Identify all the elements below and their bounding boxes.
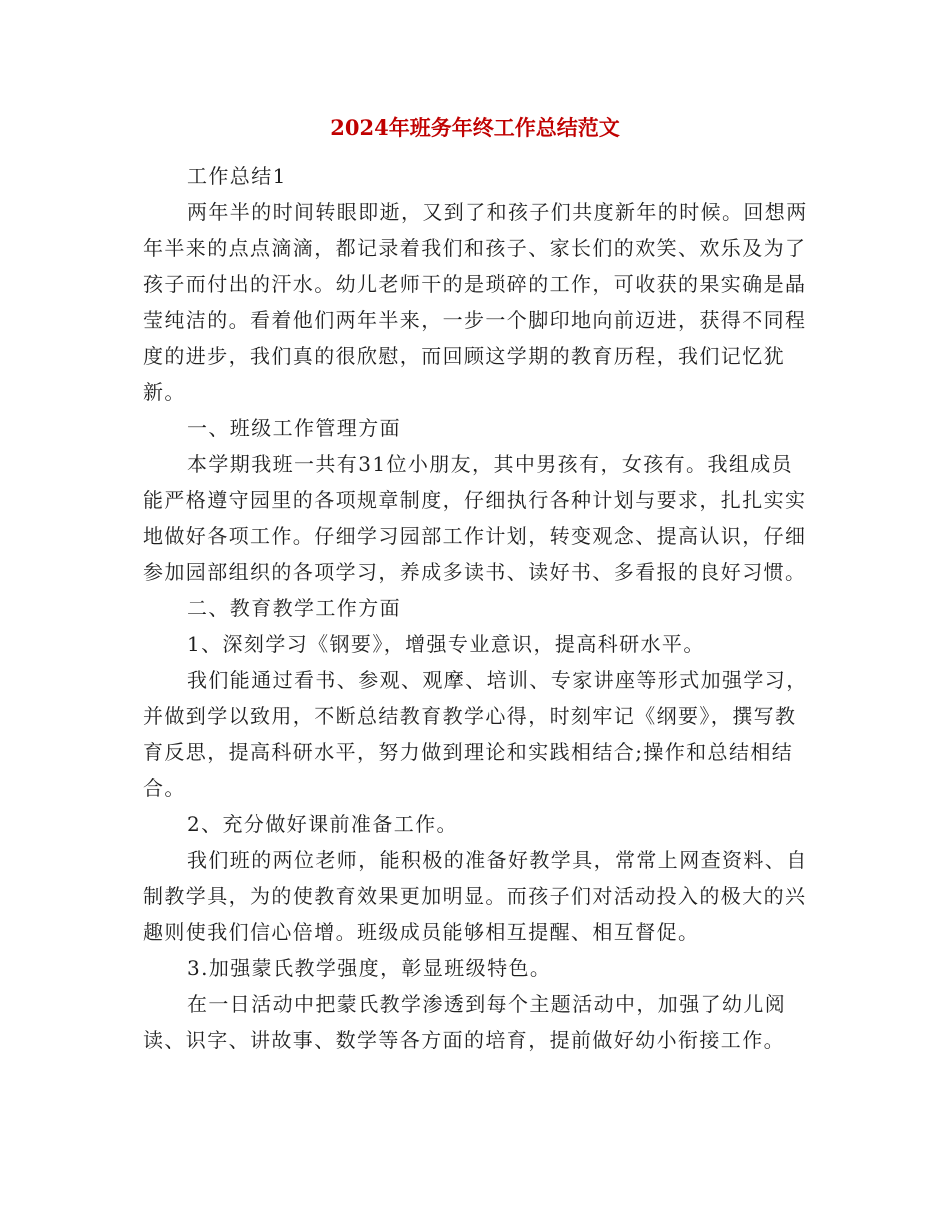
section-heading-class-management: 一、班级工作管理方面 (187, 416, 401, 440)
paragraph-montessori: 在一日活动中把蒙氏教学渗透到每个主题活动中，加强了幼儿阅读、识字、讲故事、数学等各方面的培育，提前做好幼小衔接工作。 (143, 992, 787, 1052)
paragraph-intro: 两年半的时间转眼即逝，又到了和孩子们共度新年的时候。回想两年半来的点点滴滴，都记录着我们和孩子、家长们的欢笑、欢乐及为了孩子而付出的汗水。幼儿老师干的是琐碎的工作，可收获的果实确是晶莹纯洁的。看着他们两年半来，一步一个脚印地向前迈进，获得不同程度的进步，我们真的很欣慰，而回顾这学期的教育历程，我们记忆犹新。 (143, 200, 808, 404)
section-heading-teaching: 二、教育教学工作方面 (187, 596, 401, 620)
paragraph-lesson-preparation: 我们班的两位老师，能积极的准备好教学具，常常上网查资料、自制教学具，为的使教育效果更加明显。而孩子们对活动投入的极大的兴趣则使我们信心倍增。班级成员能够相互提醒、相互督促。 (143, 848, 808, 944)
document-title: 2024年班务年终工作总结范文 (330, 115, 620, 140)
document-body (143, 158, 808, 1058)
paragraph-study-outline: 我们能通过看书、参观、观摩、培训、专家讲座等形式加强学习，并做到学以致用，不断总结教育教学心得，时刻牢记《纲要》，撰写教育反思，提高科研水平，努力做到理论和实践相结合;操作和总结相结合。 (143, 668, 808, 800)
subheading-lesson-preparation: 2、充分做好课前准备工作。 (187, 812, 458, 836)
subheading-montessori: 3.加强蒙氏教学强度，彰显班级特色。 (187, 956, 552, 980)
paragraph-heading-summary-1: 工作总结1 (187, 164, 287, 188)
subheading-study-outline: 1、深刻学习《钢要》，增强专业意识，提高科研水平。 (187, 632, 705, 656)
paragraph-class-management: 本学期我班一共有31位小朋友，其中男孩有，女孩有。我组成员能严格遵守园里的各项规章制度，仔细执行各种计划与要求，扎扎实实地做好各项工作。仔细学习园部工作计划，转变观念、提高认识，仔细参加园部组织的各项学习，养成多读书、读好书、多看报的良好习惯。 (143, 452, 807, 584)
